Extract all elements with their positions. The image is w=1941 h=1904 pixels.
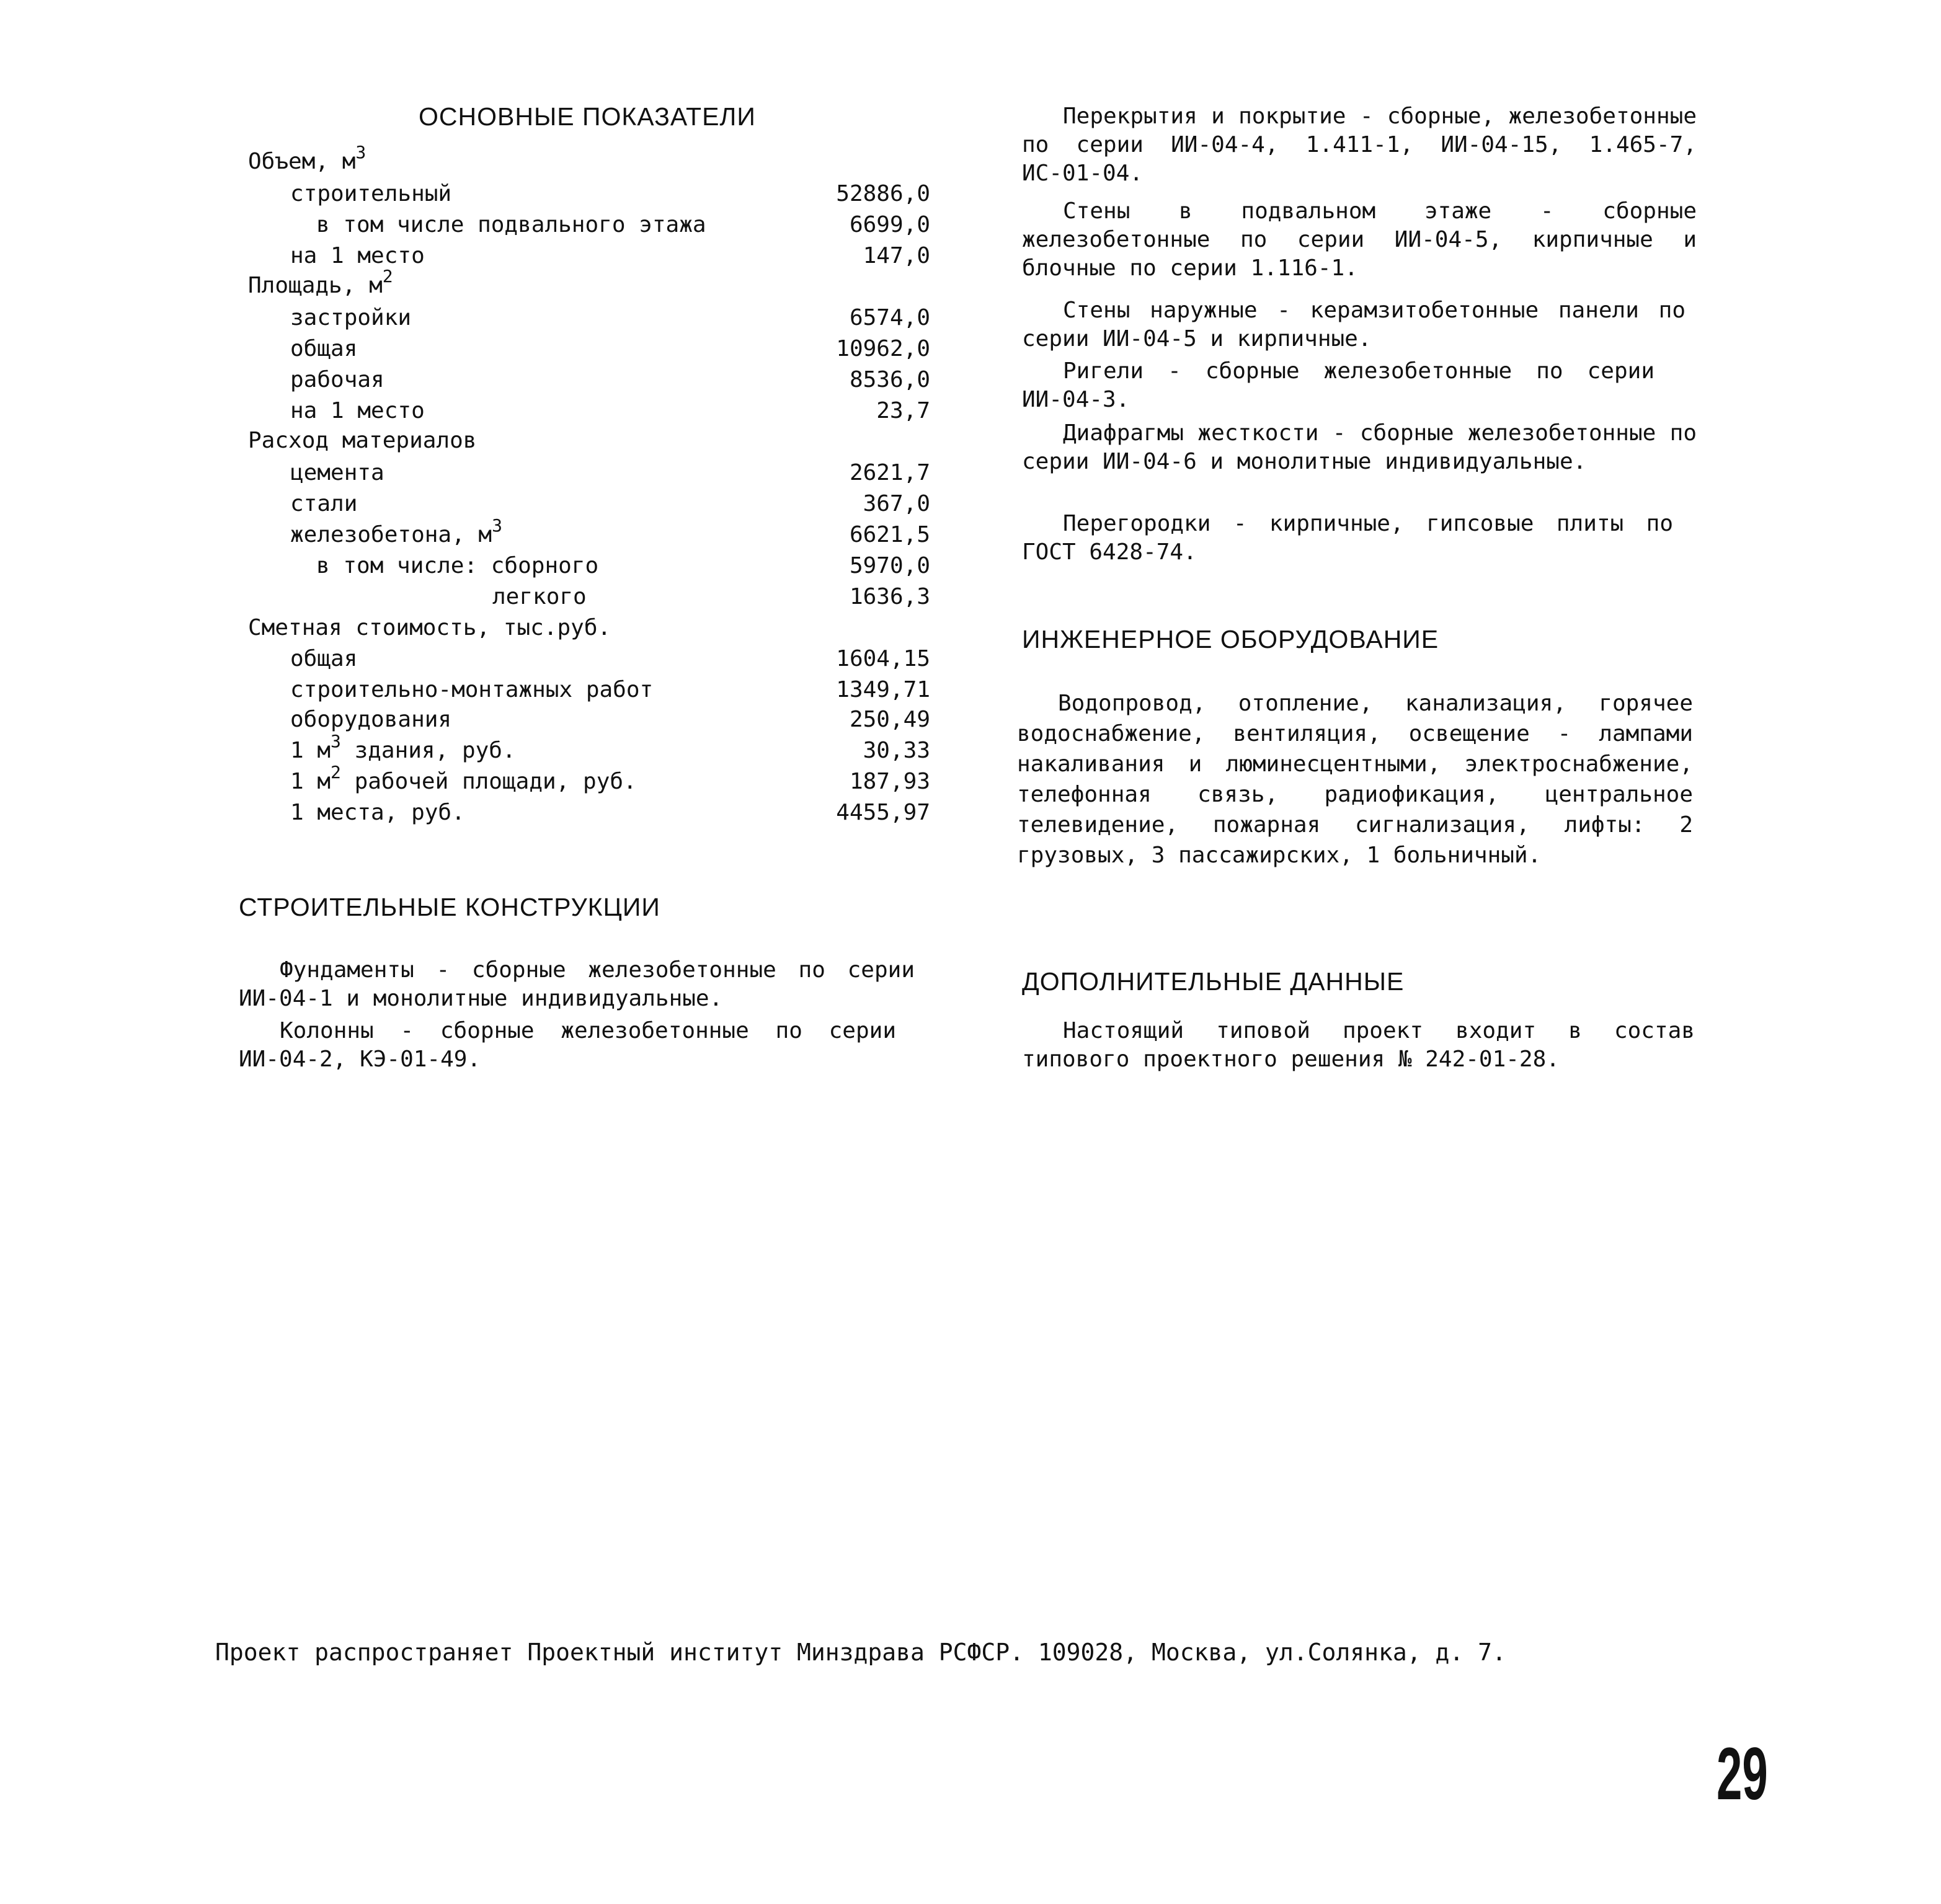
row-label: строительный <box>290 181 452 206</box>
row-label: в том числе подвального этажа <box>316 212 706 237</box>
table-row <box>0 305 930 336</box>
paragraph-diaphragms: Диафрагмы жесткости - сборные железобетонные по серии ИИ-04-6 и монолитные индивидуальные. <box>1022 420 1697 474</box>
unit-superscript: 2 <box>331 762 341 782</box>
table-row <box>0 800 930 831</box>
row-label: общая <box>290 336 358 361</box>
unit-superscript: 3 <box>355 142 366 162</box>
row-label: 1 места, руб. <box>290 800 465 825</box>
table-row <box>0 428 930 459</box>
additional-title: ДОПОЛНИТЕЛЬНЫЕ ДАННЫЕ <box>1022 967 1405 996</box>
table-row <box>0 615 930 646</box>
publisher-footer: Проект распространяет Проектный институт Минздрава РСФСР. 109028, Москва, ул.Солянка, д. 7. <box>215 1639 1506 1666</box>
row-label: 1 $м^2$ рабочей площади, руб. <box>290 762 637 794</box>
page-number: 29 <box>1717 1732 1768 1815</box>
row-value: 23,7 <box>876 398 930 423</box>
row-value: 2621,7 <box>849 460 930 485</box>
paragraph-crossbars: Ригели - сборные железобетонные по серии ИИ-04-3. <box>1022 358 1655 412</box>
engineering-paragraph: Водопровод, отопление, канализация, горячее водоснабжение, вентиляция, освещение - лампами накаливания и люминесцентными, электроснабжение, телефонная связь, радиофикация, центральное телевидение, пожарная сигнализация, лифты: 2 грузовых, 3 пассажирских, 1 больничный. <box>1017 691 1693 868</box>
table-row <box>0 336 930 367</box>
table-row <box>0 491 930 522</box>
construction-paragraph-columns: Колонны - сборные железобетонные по серии ИИ-04-2, КЭ-01-49. <box>239 1018 896 1072</box>
row-value: 147,0 <box>863 243 930 268</box>
table-row <box>0 677 930 708</box>
row-value: 6699,0 <box>849 212 930 237</box>
row-label: Сметная стоимость, тыс.руб. <box>248 615 611 640</box>
row-value: 187,93 <box>849 769 930 794</box>
unit-superscript: 2 <box>382 266 393 286</box>
row-label: железобетона, $м^3$ <box>290 515 502 547</box>
additional-paragraph: Настоящий типовой проект входит в состав типового проектного решения № 242-01-28. <box>1022 1018 1695 1072</box>
row-value: 10962,0 <box>836 336 930 361</box>
row-label: Площадь, $м^2$ <box>248 266 393 298</box>
row-value: 30,33 <box>863 738 930 763</box>
row-label: цемента <box>290 460 384 485</box>
paragraph-floors: Перекрытия и покрытие - сборные, железобетонные по серии ИИ-04-4, 1.411-1, ИИ-04-15, 1.465-7, ИС-01-04. <box>1022 104 1697 186</box>
row-value: 367,0 <box>863 491 930 516</box>
row-label: в том числе: сборного <box>316 553 599 578</box>
construction-title: СТРОИТЕЛЬНЫЕ КОНСТРУКЦИИ <box>239 893 660 921</box>
row-value: 250,49 <box>849 707 930 732</box>
paragraph-exterior-walls: Стены наружные - керамзитобетонные панели по серии ИИ-04-5 и кирпичные. <box>1022 298 1686 352</box>
row-value: 5970,0 <box>849 553 930 578</box>
row-label: Расход материалов <box>248 428 477 453</box>
unit-superscript: 3 <box>492 515 502 536</box>
table-row <box>0 646 930 677</box>
row-value: 1349,71 <box>836 677 930 702</box>
table-row <box>0 762 930 800</box>
row-value: 1604,15 <box>836 646 930 671</box>
row-label: на 1 место <box>290 243 425 268</box>
row-value: 1636,3 <box>849 584 930 609</box>
table-row <box>0 243 930 274</box>
table-row <box>0 398 930 429</box>
row-label: Объем, $м^3$ <box>248 142 366 174</box>
table-row <box>0 367 930 398</box>
table-row <box>0 212 930 243</box>
row-label: стали <box>290 491 358 516</box>
row-label: 1 $м^3$ здания, руб. <box>290 731 516 763</box>
construction-paragraph-foundations: Фундаменты - сборные железобетонные по серии ИИ-04-1 и монолитные индивидуальные. <box>239 957 915 1011</box>
row-value: 6621,5 <box>849 522 930 547</box>
indicators-title: ОСНОВНЫЕ ПОКАЗАТЕЛИ <box>419 102 756 131</box>
row-label: на 1 место <box>290 398 425 423</box>
row-label: строительно-монтажных работ <box>290 677 654 702</box>
row-label: легкого <box>492 584 587 609</box>
engineering-title: ИНЖЕНЕРНОЕ ОБОРУДОВАНИЕ <box>1022 625 1439 653</box>
row-label: общая <box>290 646 358 671</box>
unit-superscript: 3 <box>331 731 341 751</box>
paragraph-basement-walls: Стены в подвальном этаже - сборные железобетонные по серии ИИ-04-5, кирпичные и блочные по серии 1.116-1. <box>1022 198 1697 281</box>
table-row <box>0 707 930 738</box>
table-row <box>0 460 930 491</box>
row-value: 6574,0 <box>849 305 930 330</box>
table-row <box>0 181 930 212</box>
row-value: 4455,97 <box>836 800 930 825</box>
table-row <box>0 515 930 553</box>
table-row <box>0 731 930 769</box>
row-value: 52886,0 <box>836 181 930 206</box>
row-label: застройки <box>290 305 412 330</box>
row-label: оборудования <box>290 707 452 732</box>
row-value: 8536,0 <box>849 367 930 392</box>
table-row <box>0 584 930 615</box>
table-row <box>0 142 930 180</box>
row-label: рабочая <box>290 367 384 392</box>
paragraph-partitions: Перегородки - кирпичные, гипсовые плиты по ГОСТ 6428-74. <box>1022 511 1673 565</box>
table-row <box>0 266 930 304</box>
table-row <box>0 553 930 584</box>
